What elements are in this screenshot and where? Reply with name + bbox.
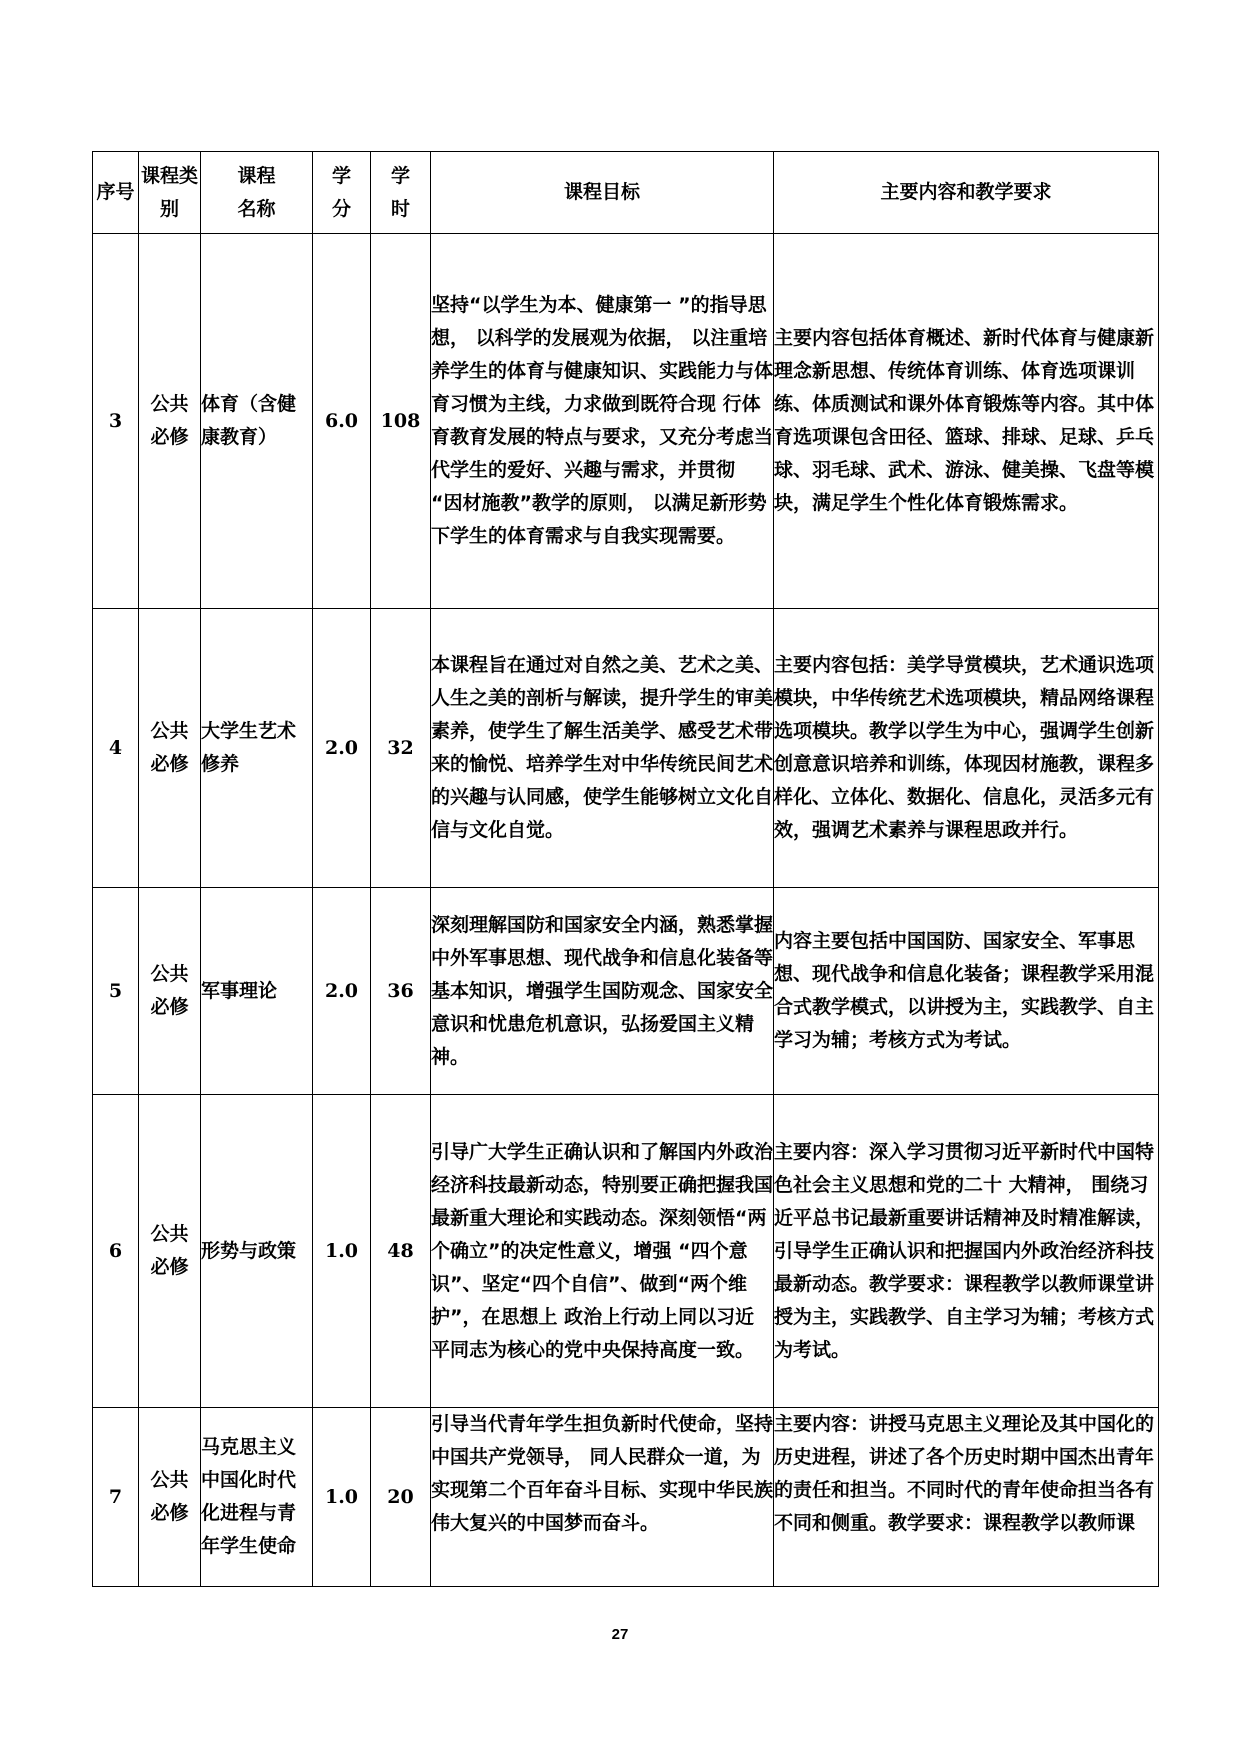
header-row (93, 152, 1159, 234)
row-hours: 48 (371, 1095, 431, 1408)
page-number: 27 (611, 1626, 629, 1643)
row-name: 军事理论 (201, 888, 313, 1095)
row-credits: 2.0 (313, 609, 371, 888)
header-credits: 学分 (313, 152, 371, 234)
row-category: 公共必修 (139, 1095, 201, 1408)
row-hours: 36 (371, 888, 431, 1095)
row-credits: 1.0 (313, 1408, 371, 1587)
row-index: 4 (93, 609, 139, 888)
row-content: 主要内容：讲授马克思主义理论及其中国化的历史进程，讲述了各个历史时期中国杰出青年的责任和担当。不同时代的青年使命担当各有不同和侧重。教学要求：课程教学以教师课 (774, 1408, 1159, 1587)
header-category: 课程类别 (139, 152, 201, 234)
row-category: 公共必修 (139, 609, 201, 888)
row-index: 3 (93, 234, 139, 609)
table-row (93, 609, 1159, 888)
row-objectives: 本课程旨在通过对自然之美、艺术之美、人生之美的剖析与解读，提升学生的审美素养，使学生了解生活美学、感受艺术带来的愉悦、培养学生对中华传统民间艺术的兴趣与认同感，使学生能够树立文化自信与文化自觉。 (431, 609, 774, 888)
table-row (93, 1408, 1159, 1587)
row-category: 公共必修 (139, 1408, 201, 1587)
header-name: 课程名称 (201, 152, 313, 234)
table-row (93, 888, 1159, 1095)
header-index: 序号 (93, 152, 139, 234)
row-objectives: 坚持“以学生为本、健康第一 ”的指导思想， 以科学的发展观为依据， 以注重培养学生的体育与健康知识、实践能力与体育习惯为主线，力求做到既符合现 行体育教育发展的特点与要求，又充分考虑当代学生的爱好、兴趣与需求，并贯彻 “因材施教”教学的原则， 以满足新形势下学生的体育需求与自我实现需要。 (431, 234, 774, 609)
table-row (93, 1095, 1159, 1408)
header-objectives: 课程目标 (431, 152, 774, 234)
course-table (92, 151, 1159, 1587)
row-name: 马克思主义中国化时代化进程与青年学生使命 (201, 1408, 313, 1587)
row-content: 主要内容：深入学习贯彻习近平新时代中国特色社会主义思想和党的二十 大精神， 围绕习近平总书记最新重要讲话精神及时精准解读，引导学生正确认识和把握国内外政治经济科技最新动态。教学要求：课程教学以教师课堂讲授为主，实践教学、自主学习为辅；考核方式为考试。 (774, 1095, 1159, 1408)
row-credits: 1.0 (313, 1095, 371, 1408)
row-index: 7 (93, 1408, 139, 1587)
row-category: 公共必修 (139, 234, 201, 609)
row-name: 大学生艺术修养 (201, 609, 313, 888)
row-credits: 6.0 (313, 234, 371, 609)
row-name: 体育（含健康教育） (201, 234, 313, 609)
row-content: 主要内容包括：美学导赏模块，艺术通识选项模块，中华传统艺术选项模块，精品网络课程选项模块。教学以学生为中心，强调学生创新创意意识培养和训练，体现因材施教，课程多样化、立体化、数据化、信息化，灵活多元有效，强调艺术素养与课程思政并行。 (774, 609, 1159, 888)
header-hours: 学时 (371, 152, 431, 234)
row-index: 6 (93, 1095, 139, 1408)
table-row (93, 234, 1159, 609)
row-objectives: 引导广大学生正确认识和了解国内外政治经济科技最新动态，特别要正确把握我国最新重大理论和实践动态。深刻领悟“两个确立”的决定性意义，增强 “四个意识”、坚定“四个自信”、做到“两个维护”，在思想上 政治上行动上同以习近平同志为核心的党中央保持高度一致。 (431, 1095, 774, 1408)
row-hours: 20 (371, 1408, 431, 1587)
row-credits: 2.0 (313, 888, 371, 1095)
row-objectives: 深刻理解国防和国家安全内涵，熟悉掌握中外军事思想、现代战争和信息化装备等基本知识，增强学生国防观念、国家安全意识和忧患危机意识，弘扬爱国主义精神。 (431, 888, 774, 1095)
row-category: 公共必修 (139, 888, 201, 1095)
row-index: 5 (93, 888, 139, 1095)
row-name: 形势与政策 (201, 1095, 313, 1408)
row-objectives: 引导当代青年学生担负新时代使命，坚持中国共产党领导， 同人民群众一道，为实现第二个百年奋斗目标、实现中华民族伟大复兴的中国梦而奋斗。 (431, 1408, 774, 1587)
header-content: 主要内容和教学要求 (774, 152, 1159, 234)
row-content: 主要内容包括体育概述、新时代体育与健康新理念新思想、传统体育训练、体育选项课训练、体质测试和课外体育锻炼等内容。其中体育选项课包含田径、篮球、排球、足球、乒乓球、羽毛球、武术、游泳、健美操、飞盘等模块，满足学生个性化体育锻炼需求。 (774, 234, 1159, 609)
row-hours: 32 (371, 609, 431, 888)
row-hours: 108 (371, 234, 431, 609)
row-content: 内容主要包括中国国防、国家安全、军事思想、现代战争和信息化装备；课程教学采用混合式教学模式，以讲授为主，实践教学、自主学习为辅；考核方式为考试。 (774, 888, 1159, 1095)
